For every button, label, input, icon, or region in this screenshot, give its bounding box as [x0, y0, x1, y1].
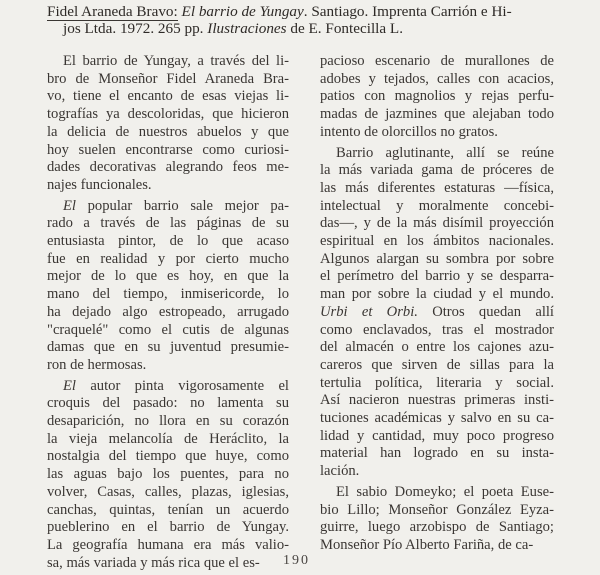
text-line: guirre, luego arzobispo de Santiago;: [320, 519, 554, 536]
text-line: lación.: [320, 463, 360, 480]
text-line: sa, más variada y más rica que el es-: [47, 554, 260, 571]
heading-illustrator: de E. Fontecilla L.: [286, 20, 403, 37]
text-line: El barrio de Yungay, a través del li-: [63, 53, 289, 69]
text-line: rado a través de las páginas de su: [47, 215, 289, 232]
text-line: tografías ya descoloridas, que hicieron: [47, 106, 289, 123]
text-line: pacioso escenario de murallones de: [320, 53, 554, 69]
text-line: bio Lillo; Monseñor González Eyza-: [320, 501, 554, 518]
text-line: hoy suelen encontrarse como curiosi-: [47, 141, 289, 158]
text-line: Monseñor Pío Alberto Fariña, de ca-: [320, 536, 534, 553]
text-line: tuciones académicas y salvo en su ca-: [320, 410, 554, 427]
italic-initial-word: El: [63, 197, 76, 214]
paragraph: [47, 198, 289, 375]
text-line: la delicia de nuestros abuelos y que: [47, 123, 289, 140]
text-line: desaparición, no llora en su corazón: [47, 413, 289, 430]
paragraph: [47, 53, 289, 195]
text-line: Así nacieron nuestras primeras insti-: [320, 392, 554, 409]
text-line: como enclavados, tras el mostrador: [320, 321, 554, 338]
heading-line-1: [47, 3, 559, 20]
text-line: la más variada gama de próceres de: [320, 162, 554, 179]
text-line: del almacén o entre los cajones azu-: [320, 339, 554, 356]
text-line: las aguas bajo los puentes, para no: [47, 466, 289, 483]
text-line: patios con magnolios y rejas perfu-: [320, 88, 554, 105]
text-line: Urbi et Orbi. Otros quedan allí: [320, 303, 554, 320]
text-line: La geografía humana era más valio-: [47, 536, 289, 553]
text-line: vo, tiene el encanto de esas viejas li-: [47, 88, 289, 105]
text-line: las más diferentes estaturas —física,: [320, 179, 554, 196]
heading-line-2: [47, 20, 559, 37]
text-line: man por sobre la ciudad y el mundo.: [320, 286, 554, 303]
heading-author: Fidel Araneda Bravo:: [47, 3, 178, 20]
text-line: adobes y tejados, calles con acacios,: [320, 70, 554, 87]
text-line: ron de hermosas.: [47, 356, 147, 373]
text-line: dades decorativas alegrando feos me-: [47, 159, 289, 176]
text-line: material han logrado en su insta-: [320, 445, 554, 462]
heading-publisher: . Santiago. Imprenta Carrión e Hi-: [303, 3, 512, 20]
left-column: [47, 53, 289, 575]
text-line: volver, Casas, calles, plazas, iglesias,: [47, 483, 289, 500]
text-line: mejor de lo que es hoy, en que la: [47, 268, 289, 285]
text-line: El sabio Domeyko; el poeta Euse-: [336, 483, 554, 500]
text-line: najes funcionales.: [47, 176, 152, 193]
text-line: la vieja melancolía de Heráclito, la: [47, 430, 289, 447]
italic-initial-word: El: [63, 377, 76, 394]
text-line: careros que sirven de sillas para la: [320, 356, 554, 373]
text-line: damas que en su juventud presumie-: [47, 339, 289, 356]
text-line: intento de olorcillos no gratos.: [320, 123, 498, 140]
paragraph: [320, 145, 554, 481]
text-line: lidad y cantidad, muy poco progreso: [320, 427, 554, 444]
text-line: croquis del pasado: no lamenta su: [47, 395, 289, 412]
text-line: fue en realidad y por cierto mucho: [47, 250, 289, 267]
text-line: bro de Monseñor Fidel Araneda Bra-: [47, 70, 289, 87]
text-line: pueblerino en el barrio de Yungay.: [47, 519, 289, 536]
text-line: Algunos alargan su sombra por sobre: [320, 250, 554, 267]
text-line: "craquelé" como el cutis de algunas: [47, 321, 289, 338]
text-line: mano del tiempo, inmisericorde, lo: [47, 286, 289, 303]
paragraph: [320, 484, 554, 555]
text-line: madas de jazmines que alejaban todo: [320, 106, 554, 123]
text-line: el perímetro del barrio y se desparra-: [320, 268, 554, 285]
text-line: El autor pinta vigorosamente el: [63, 377, 289, 394]
paragraph: [47, 378, 289, 573]
paragraph: [320, 53, 554, 142]
heading-year-pages: jos Ltda. 1972. 265 pp.: [63, 20, 208, 37]
text-line: El popular barrio sale mejor pa-: [63, 197, 289, 214]
heading-book-title: El barrio de Yungay: [181, 3, 304, 20]
text-line: intelectual y moralmente concebi-: [320, 197, 554, 214]
right-column: [320, 53, 554, 558]
text-line: espiritual en los ámbitos nacionales.: [320, 233, 554, 250]
text-line: das—, y de la más disímil proyección: [320, 215, 554, 232]
text-line: Barrio aglutinante, allí se reúne: [336, 144, 554, 161]
text-line: tertulia política, literaria y social.: [320, 374, 554, 391]
text-line: nostalgia del tiempo que huye, como: [47, 448, 289, 465]
heading-illustrations-label: Ilustraciones: [207, 20, 287, 37]
text-line: ha dejado algo estropeado, arrugado: [47, 303, 289, 320]
bibliographic-heading: [47, 3, 559, 37]
page-number: 190: [283, 553, 310, 568]
text-line: entusiasta pintor, de lo que acaso: [47, 233, 289, 250]
italic-latin-phrase: Urbi et Orbi.: [320, 303, 418, 320]
text-line: canchas, quintas, tenían un acuerdo: [47, 501, 289, 518]
